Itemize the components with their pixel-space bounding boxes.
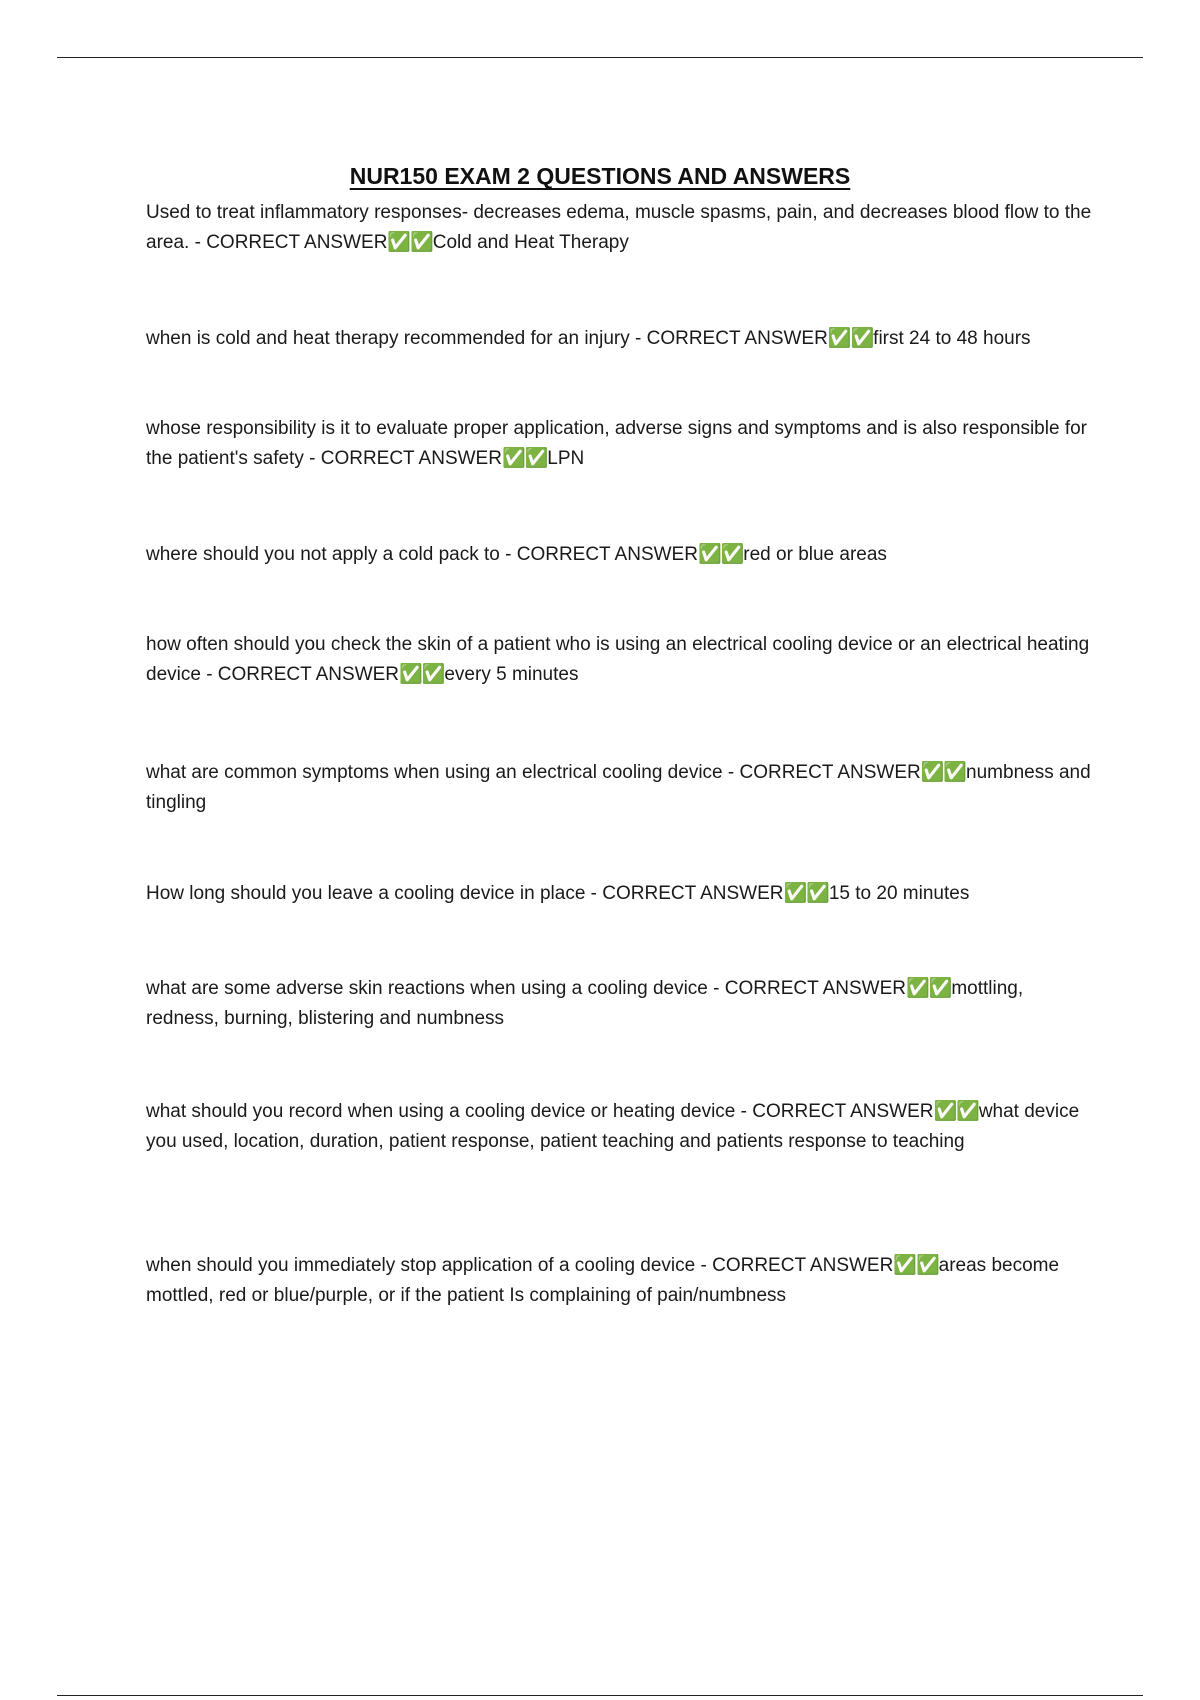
qa-item-9 xyxy=(146,1097,1096,1157)
check-marks-icon: ✅✅ xyxy=(399,664,445,685)
qa-item-3 xyxy=(146,414,1096,474)
check-marks-icon: ✅✅ xyxy=(827,328,874,349)
question-text: when is cold and heat therapy recommended for an injury - CORRECT ANSWER xyxy=(146,328,828,349)
answer-text: Cold and Heat Therapy xyxy=(432,232,629,253)
question-text: what are some adverse skin reactions when using a cooling device - CORRECT ANSWER xyxy=(146,978,906,999)
question-text: where should you not apply a cold pack to - CORRECT ANSWER xyxy=(146,544,698,565)
question-text: when should you immediately stop application of a cooling device - CORRECT ANSWER xyxy=(146,1255,894,1276)
answer-text: first 24 to 48 hours xyxy=(873,328,1031,349)
qa-item-10 xyxy=(146,1251,1096,1311)
question-text: how often should you check the skin of a patient who is using an electrical cooling device or an electrical heating device - CORRECT ANSWER xyxy=(146,634,1090,685)
qa-item-5 xyxy=(146,630,1096,690)
qa-item-6 xyxy=(146,758,1096,818)
answer-text: LPN xyxy=(547,448,585,469)
qa-item-8 xyxy=(146,974,1096,1034)
top-rule xyxy=(57,57,1143,58)
check-marks-icon: ✅✅ xyxy=(920,762,967,783)
qa-item-1 xyxy=(146,198,1096,258)
check-marks-icon: ✅✅ xyxy=(893,1255,939,1276)
question-text: Used to treat inflammatory responses- decreases edema, muscle spasms, pain, and decreases blood flow to the area. - CORRECT ANSWER xyxy=(146,202,1092,253)
qa-item-2 xyxy=(146,324,1096,354)
qa-item-7 xyxy=(146,879,1096,909)
check-marks-icon: ✅✅ xyxy=(387,232,433,253)
question-text: what are common symptoms when using an electrical cooling device - CORRECT ANSWER xyxy=(146,762,921,783)
answer-text: mottling, redness, burning, blistering and numbness xyxy=(146,978,1024,1029)
check-marks-icon: ✅✅ xyxy=(501,448,548,469)
answer-text: numbness and tingling xyxy=(146,762,1091,813)
check-marks-icon: ✅✅ xyxy=(905,978,952,999)
check-marks-icon: ✅✅ xyxy=(933,1101,979,1122)
answer-text: red or blue areas xyxy=(743,544,887,565)
bottom-rule xyxy=(57,1695,1143,1696)
question-text: whose responsibility is it to evaluate proper application, adverse signs and symptoms and is also responsible for the patient's safety - CORRECT ANSWER xyxy=(146,418,1087,469)
answer-text: every 5 minutes xyxy=(444,664,579,685)
page-title: NUR150 EXAM 2 QUESTIONS AND ANSWERS xyxy=(349,163,851,190)
check-marks-icon: ✅✅ xyxy=(783,883,829,904)
answer-text: 15 to 20 minutes xyxy=(828,883,970,904)
qa-item-4 xyxy=(146,540,1096,570)
question-text: How long should you leave a cooling device in place - CORRECT ANSWER xyxy=(146,883,784,904)
question-text: what should you record when using a cooling device or heating device - CORRECT ANSWER xyxy=(146,1101,934,1122)
check-marks-icon: ✅✅ xyxy=(697,544,744,565)
answer-text: what device you used, location, duration, patient response, patient teaching and patients response to teaching xyxy=(146,1101,1080,1152)
answer-text: areas become mottled, red or blue/purple, or if the patient Is complaining of pain/numbness xyxy=(146,1255,1060,1306)
